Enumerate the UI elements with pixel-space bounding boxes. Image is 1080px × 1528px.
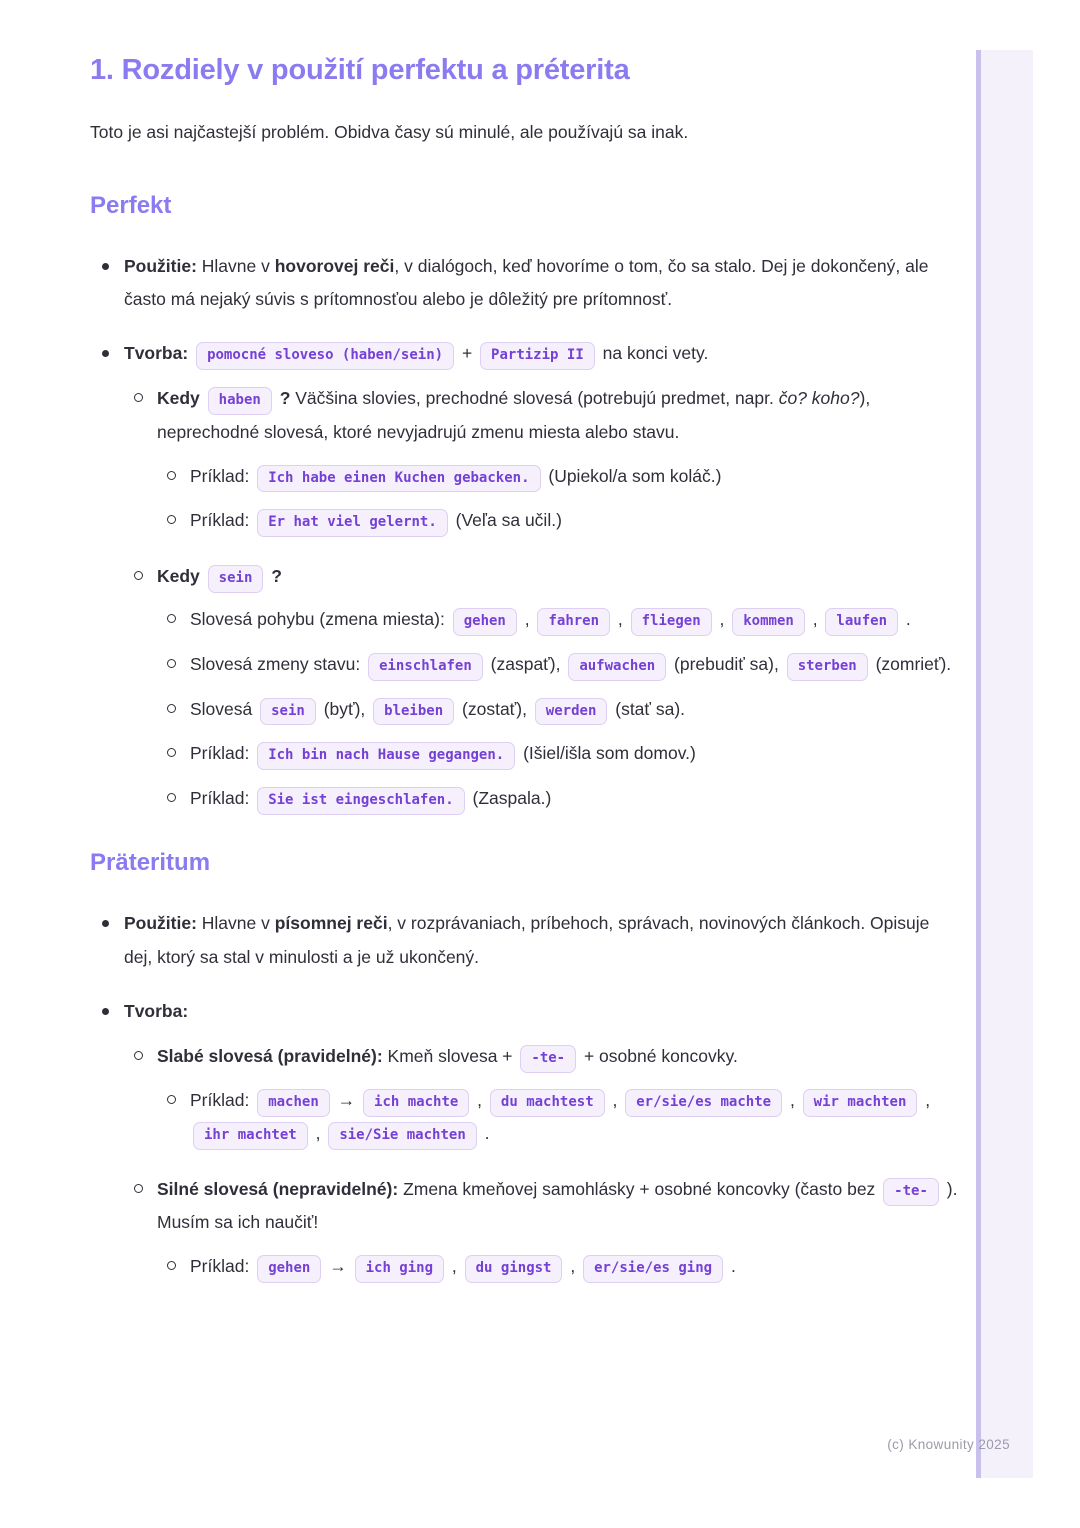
code-badge: ihr machtet <box>193 1122 308 1150</box>
list-item <box>157 560 958 816</box>
code-badge: sie/Sie machten <box>328 1122 476 1150</box>
bold-text: Tvorba: <box>124 342 189 363</box>
code-badge: er/sie/es ging <box>583 1255 723 1283</box>
text-run: Príklad: <box>190 743 255 764</box>
text-run: + <box>457 342 478 363</box>
text-run: (Veľa sa učil.) <box>450 510 562 531</box>
code-badge: gehen <box>453 608 517 636</box>
bold-text: Kedy <box>157 565 200 586</box>
text-run: , <box>519 609 535 630</box>
list-item <box>124 995 958 1284</box>
list-item <box>124 907 958 974</box>
text-run: → <box>332 1089 361 1110</box>
text-run: ), neprechodné slovesá, ktoré nevyjadrujú zmenu miesta alebo stavu. <box>157 388 871 442</box>
section-body-perfekt <box>90 250 958 816</box>
text-run: , <box>565 1256 581 1277</box>
text-run: (stať sa). <box>610 698 686 719</box>
code-badge: -te- <box>520 1045 576 1073</box>
text-run: ). Musím sa ich naučiť! <box>157 1178 958 1233</box>
code-badge: sterben <box>787 653 868 681</box>
code-badge: einschlafen <box>368 653 483 681</box>
bold-text: písomnej reči <box>274 913 388 934</box>
text-run: , <box>607 1089 623 1110</box>
text-run: . <box>479 1123 490 1144</box>
list-item <box>190 737 958 771</box>
text-run: (Išiel/išla som domov.) <box>518 743 696 764</box>
code-badge: Er hat viel gelernt. <box>257 509 448 537</box>
list-item <box>124 337 958 816</box>
text-run: , <box>714 609 730 630</box>
code-badge: haben <box>208 387 272 415</box>
intro-text: Toto je asi najčastejší problém. Obidva časy sú minulé, ale používajú sa inak. <box>90 122 689 143</box>
text-run: na konci vety. <box>597 342 709 363</box>
code-badge: sein <box>208 565 264 593</box>
text-run: , v rozprávaniach, príbehoch, správach, novinových článkoch. Opisuje dej, ktorý sa stal v minulosti a je už ukončený. <box>124 913 930 967</box>
text-run: Hlavne v <box>196 913 275 934</box>
text-run: (Zaspala.) <box>467 787 552 808</box>
text-run: , <box>785 1089 800 1110</box>
bold-text: ? <box>274 388 291 409</box>
code-badge: sein <box>260 698 316 726</box>
list-item <box>157 382 958 537</box>
bold-text: Slabé slovesá (pravidelné): <box>157 1046 383 1067</box>
text-run: Príklad: <box>190 465 255 486</box>
list-item <box>190 603 958 637</box>
text-run: Slovesá zmeny stavu: <box>190 653 366 674</box>
section-heading-prateritum: Präteritum <box>90 849 211 877</box>
code-badge: Ich bin nach Hause gegangen. <box>257 742 515 770</box>
text-run: , <box>920 1089 931 1110</box>
text-run: , <box>310 1123 326 1144</box>
text-run: Slovesá pohybu (zmena miesta): <box>190 609 450 630</box>
text-run: Zmena kmeňovej samohlásky + osobné koncovky (často bez <box>398 1178 881 1199</box>
text-run: . <box>901 609 911 630</box>
section-perfekt <box>90 192 958 816</box>
list-level-1 <box>90 250 958 816</box>
text-run: , <box>447 1256 462 1277</box>
list-item <box>190 693 958 727</box>
code-badge: Sie ist eingeschlafen. <box>257 787 464 815</box>
bold-text: Silné slovesá (nepravidelné): <box>157 1178 399 1199</box>
text-run: Príklad: <box>190 510 255 531</box>
text-run: (zostať), <box>457 698 532 719</box>
text-run: , <box>613 609 628 630</box>
bold-text: Použitie: <box>124 255 197 276</box>
bold-text: Použitie: <box>124 913 197 934</box>
text-run: (zaspať), <box>485 653 566 674</box>
list-level-3 <box>157 460 958 538</box>
list-item <box>190 782 958 816</box>
code-badge: Partizip II <box>480 342 595 370</box>
list-item <box>157 1173 958 1284</box>
code-badge: -te- <box>883 1178 939 1206</box>
code-badge: kommen <box>732 608 805 636</box>
list-item <box>124 250 958 317</box>
text-run: . <box>726 1256 736 1277</box>
list-level-3 <box>157 603 958 815</box>
text-run: Príklad: <box>190 1256 255 1277</box>
code-badge: gehen <box>257 1255 321 1283</box>
code-badge: du machtest <box>490 1089 605 1117</box>
bold-text: Kedy <box>157 388 200 409</box>
code-badge: werden <box>535 698 608 726</box>
text-run: Slovesá <box>190 698 258 719</box>
text-run: (zomrieť). <box>870 653 952 674</box>
code-badge: aufwachen <box>568 653 666 681</box>
code-badge: Ich habe einen Kuchen gebacken. <box>257 465 540 493</box>
list-item <box>190 1084 958 1151</box>
list-item <box>190 1250 958 1284</box>
code-badge: du gingst <box>465 1255 563 1283</box>
list-item <box>190 504 958 538</box>
bold-text: hovorovej reči <box>274 255 395 276</box>
text-run: + osobné koncovky. <box>579 1046 738 1067</box>
text-run: (prebudiť sa), <box>669 653 784 674</box>
text-run: , v dialógoch, keď hovoríme o tom, čo sa stalo. Dej je dokončený, ale často má nejaký súvis s prítomnosťou alebo je dôležitý pre prítomnosť. <box>124 255 929 310</box>
bold-text: Tvorba: <box>124 1000 189 1021</box>
code-badge: machen <box>257 1089 330 1117</box>
copyright-watermark: (c) Knowunity 2025 <box>887 1437 1010 1452</box>
section-body-prateritum <box>90 907 958 1283</box>
list-item <box>157 1040 958 1151</box>
list-level-1 <box>90 907 958 1283</box>
text-run: Väčšina slovies, prechodné slovesá (potrebujú predmet, napr. <box>290 388 779 409</box>
text-run: Príklad: <box>190 787 255 808</box>
text-run: (Upiekol/a som koláč.) <box>543 465 722 486</box>
code-badge: ich machte <box>363 1089 469 1117</box>
list-level-3 <box>157 1084 958 1151</box>
text-run: Hlavne v <box>196 255 275 276</box>
list-level-3 <box>157 1250 958 1284</box>
list-level-2 <box>124 1040 958 1284</box>
code-badge: laufen <box>825 608 898 636</box>
text-run: , <box>807 609 823 630</box>
text-run <box>188 343 193 363</box>
code-badge: er/sie/es machte <box>625 1089 782 1117</box>
text-run: → <box>324 1256 352 1277</box>
page-title: 1. Rozdiely v použití perfektu a préterita <box>90 54 630 86</box>
code-badge: pomocné sloveso (haben/sein) <box>196 342 454 370</box>
section-heading-perfekt: Perfekt <box>90 191 172 219</box>
text-run <box>200 566 205 586</box>
list-item <box>190 460 958 494</box>
page-edge-decoration <box>976 50 1033 1478</box>
list-item <box>190 648 958 682</box>
notes-content <box>90 54 958 1306</box>
section-prateritum <box>90 849 958 1283</box>
text-run: (byť), <box>318 698 371 719</box>
code-badge: fliegen <box>631 608 712 636</box>
code-badge: fahren <box>537 608 610 636</box>
code-badge: ich ging <box>355 1255 444 1283</box>
text-run <box>200 388 205 408</box>
code-badge: bleiben <box>373 698 454 726</box>
text-run: Príklad: <box>190 1089 255 1110</box>
italic-text: čo? koho? <box>778 388 860 409</box>
list-level-2 <box>124 382 958 815</box>
text-run: Kmeň slovesa + <box>382 1046 518 1067</box>
text-run: , <box>472 1089 487 1110</box>
code-badge: wir machten <box>803 1089 918 1117</box>
bold-text: ? <box>266 565 282 586</box>
